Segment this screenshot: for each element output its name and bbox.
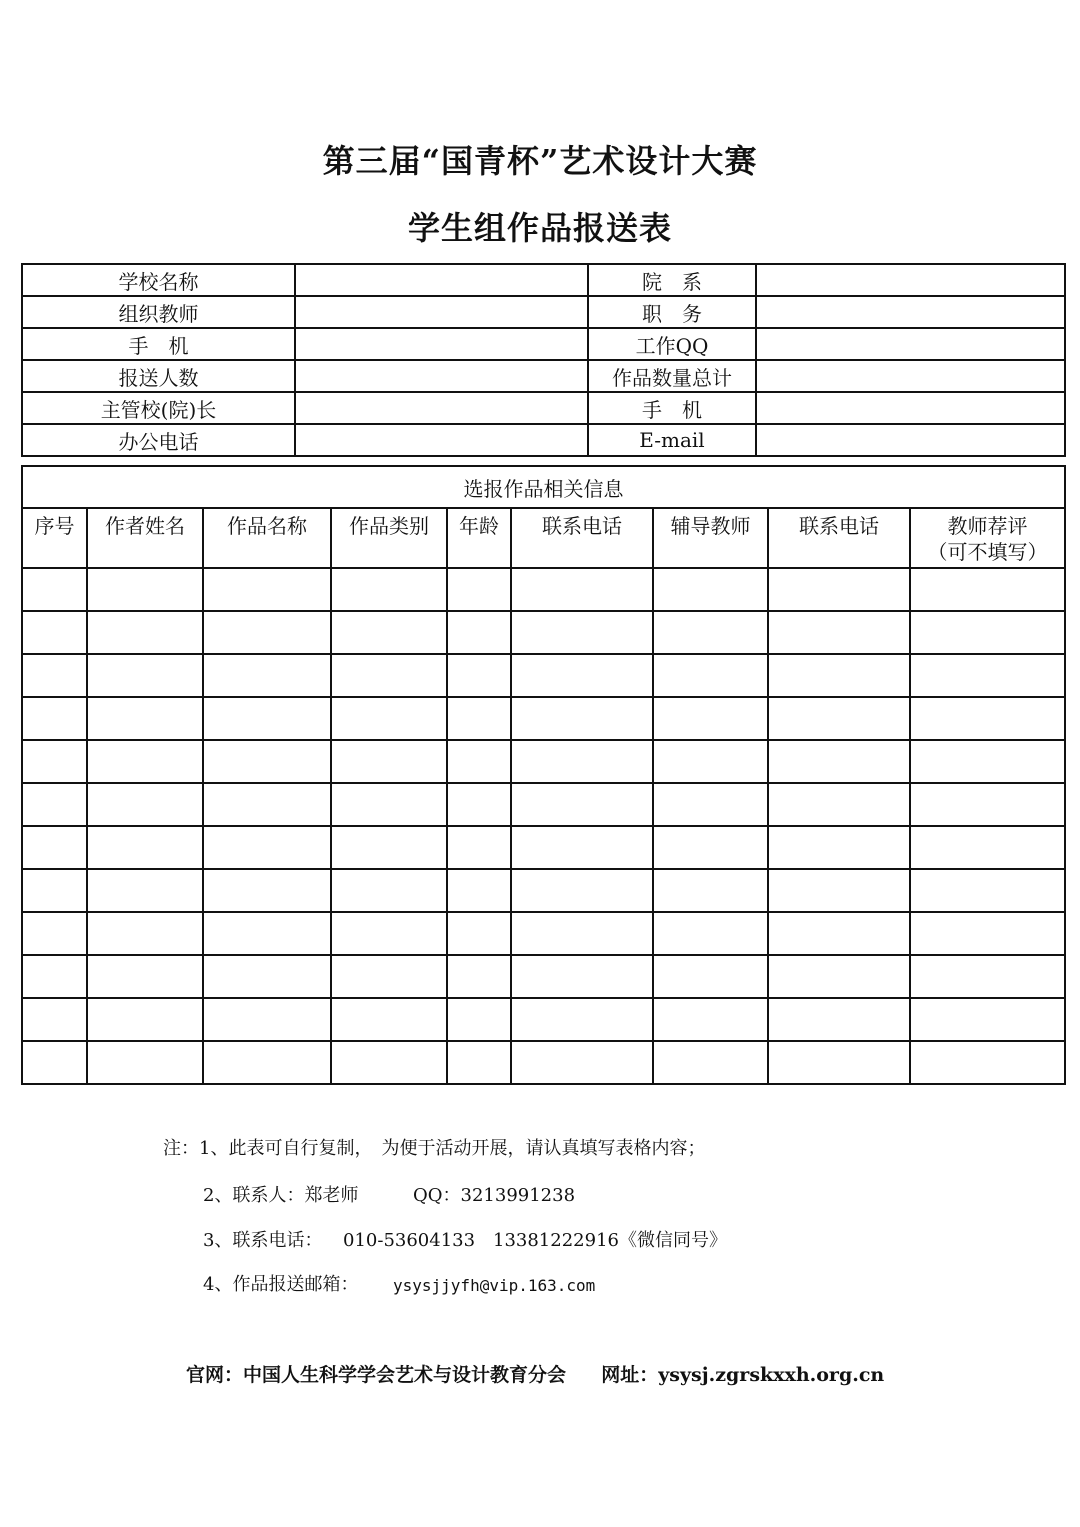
works-input-cell[interactable]: [331, 826, 447, 869]
works-input-cell[interactable]: [331, 869, 447, 912]
works-input-cell[interactable]: [203, 568, 331, 611]
info-input-cell[interactable]: [756, 424, 1065, 456]
works-input-cell[interactable]: [447, 912, 511, 955]
works-input-cell[interactable]: [87, 826, 203, 869]
info-row: [22, 328, 1065, 360]
info-row: [22, 392, 1065, 424]
info-input-cell[interactable]: [295, 424, 588, 456]
works-data-row: [22, 568, 1065, 611]
works-input-cell[interactable]: [87, 955, 203, 998]
works-input-cell[interactable]: [511, 654, 653, 697]
info-label: 手 机: [22, 328, 295, 360]
works-input-cell[interactable]: [768, 783, 910, 826]
works-input-cell[interactable]: [447, 955, 511, 998]
col-header-recommendation: [910, 508, 1065, 568]
works-data-row: [22, 955, 1065, 998]
note-2-contact: 2、联系人：郑老师: [203, 1185, 359, 1206]
works-input-cell[interactable]: [22, 740, 87, 783]
note-3-phone2: 13381222916《微信同号》: [493, 1230, 727, 1251]
note-4-label: 4、作品报送邮箱：: [203, 1274, 359, 1295]
works-input-cell[interactable]: [910, 611, 1065, 654]
works-input-cell[interactable]: [511, 912, 653, 955]
works-input-cell[interactable]: [331, 955, 447, 998]
works-input-cell[interactable]: [768, 611, 910, 654]
works-input-cell[interactable]: [331, 568, 447, 611]
works-input-cell[interactable]: [331, 783, 447, 826]
info-label: 主管校(院)长: [22, 392, 295, 424]
col-header-index: 序号: [22, 508, 87, 568]
footer-website: 网址：ysysj.zgrskxxh.org.cn: [601, 1364, 885, 1386]
works-data-row: [22, 611, 1065, 654]
works-input-cell[interactable]: [653, 826, 768, 869]
works-input-cell[interactable]: [331, 998, 447, 1041]
info-input-cell[interactable]: [295, 328, 588, 360]
works-input-cell[interactable]: [653, 740, 768, 783]
works-input-cell[interactable]: [653, 697, 768, 740]
works-input-cell[interactable]: [203, 1041, 331, 1084]
form-title: 第三届“国青杯”艺术设计大赛: [322, 142, 758, 180]
works-input-cell[interactable]: [910, 912, 1065, 955]
col-header-phone: 联系电话: [511, 508, 653, 568]
info-label: 职 务: [588, 296, 756, 328]
works-input-cell[interactable]: [910, 998, 1065, 1041]
works-input-cell[interactable]: [22, 912, 87, 955]
works-input-cell[interactable]: [203, 740, 331, 783]
info-input-cell[interactable]: [756, 360, 1065, 392]
works-input-cell[interactable]: [203, 912, 331, 955]
works-input-cell[interactable]: [447, 998, 511, 1041]
info-label: 办公电话: [22, 424, 295, 456]
note-3-phone1: 010-53604133: [343, 1230, 476, 1251]
works-section-title: 选报作品相关信息: [22, 466, 1065, 508]
works-input-cell[interactable]: [203, 654, 331, 697]
col-header-age: 年龄: [447, 508, 511, 568]
recommendation-note: （可不填写）: [927, 540, 1048, 564]
works-input-cell[interactable]: [511, 955, 653, 998]
works-input-cell[interactable]: [87, 740, 203, 783]
works-input-cell[interactable]: [331, 1041, 447, 1084]
works-input-cell[interactable]: [511, 740, 653, 783]
footer: [186, 1360, 884, 1387]
works-input-cell[interactable]: [447, 826, 511, 869]
works-data-row: [22, 783, 1065, 826]
works-input-cell[interactable]: [653, 955, 768, 998]
works-input-cell[interactable]: [447, 783, 511, 826]
works-input-cell[interactable]: [511, 611, 653, 654]
col-header-tutor-phone: 联系电话: [768, 508, 910, 568]
works-header-row: [22, 508, 1065, 568]
info-input-cell[interactable]: [295, 360, 588, 392]
works-input-cell[interactable]: [447, 568, 511, 611]
info-row: [22, 424, 1065, 456]
info-row: [22, 360, 1065, 392]
works-input-cell[interactable]: [910, 783, 1065, 826]
info-label: 工作QQ: [588, 328, 756, 360]
works-input-cell[interactable]: [87, 1041, 203, 1084]
works-input-cell[interactable]: [447, 654, 511, 697]
works-data-row: [22, 697, 1065, 740]
works-input-cell[interactable]: [910, 1041, 1065, 1084]
works-input-cell[interactable]: [22, 869, 87, 912]
works-input-cell[interactable]: [768, 955, 910, 998]
works-input-cell[interactable]: [653, 611, 768, 654]
works-input-cell[interactable]: [22, 611, 87, 654]
works-data-row: [22, 740, 1065, 783]
works-input-cell[interactable]: [768, 568, 910, 611]
info-input-cell[interactable]: [756, 392, 1065, 424]
recommendation-label: 教师荐评: [947, 514, 1028, 538]
works-input-cell[interactable]: [511, 998, 653, 1041]
works-input-cell[interactable]: [331, 912, 447, 955]
works-input-cell[interactable]: [22, 998, 87, 1041]
col-header-work-name: 作品名称: [203, 508, 331, 568]
info-label: 手 机: [588, 392, 756, 424]
works-input-cell[interactable]: [22, 955, 87, 998]
info-input-cell[interactable]: [295, 296, 588, 328]
works-input-cell[interactable]: [22, 654, 87, 697]
works-input-cell[interactable]: [653, 869, 768, 912]
works-input-cell[interactable]: [653, 1041, 768, 1084]
works-input-cell[interactable]: [768, 998, 910, 1041]
works-input-cell[interactable]: [768, 869, 910, 912]
info-label: 学校名称: [22, 264, 295, 296]
works-input-cell[interactable]: [768, 740, 910, 783]
info-input-cell[interactable]: [295, 264, 588, 296]
works-input-cell[interactable]: [653, 998, 768, 1041]
works-table: [21, 465, 1066, 1085]
works-input-cell[interactable]: [87, 568, 203, 611]
works-input-cell[interactable]: [331, 654, 447, 697]
works-input-cell[interactable]: [87, 869, 203, 912]
applicant-info-table: [21, 263, 1066, 457]
info-label: 组织教师: [22, 296, 295, 328]
works-input-cell[interactable]: [22, 826, 87, 869]
col-header-tutor: 辅导教师: [653, 508, 768, 568]
works-input-cell[interactable]: [910, 740, 1065, 783]
works-input-cell[interactable]: [511, 869, 653, 912]
works-input-cell[interactable]: [87, 654, 203, 697]
info-label: 报送人数: [22, 360, 295, 392]
works-input-cell[interactable]: [653, 783, 768, 826]
works-input-cell[interactable]: [447, 697, 511, 740]
works-input-cell[interactable]: [203, 955, 331, 998]
works-input-cell[interactable]: [768, 1041, 910, 1084]
works-data-row: [22, 654, 1065, 697]
form-subtitle: 学生组作品报送表: [407, 209, 672, 247]
note-4-email: ysysjjyfh@vip.163.com: [393, 1276, 596, 1295]
info-label: E-mail: [588, 424, 756, 456]
works-input-cell[interactable]: [511, 1041, 653, 1084]
works-input-cell[interactable]: [22, 783, 87, 826]
works-input-cell[interactable]: [511, 826, 653, 869]
works-data-row: [22, 1041, 1065, 1084]
works-input-cell[interactable]: [22, 568, 87, 611]
info-input-cell[interactable]: [756, 296, 1065, 328]
footer-org: 官网：中国人生科学学会艺术与设计教育分会: [186, 1364, 567, 1386]
info-input-cell[interactable]: [756, 264, 1065, 296]
works-data-row: [22, 869, 1065, 912]
works-input-cell[interactable]: [203, 697, 331, 740]
works-input-cell[interactable]: [331, 740, 447, 783]
works-data-row: [22, 912, 1065, 955]
works-input-cell[interactable]: [653, 912, 768, 955]
works-input-cell[interactable]: [511, 697, 653, 740]
info-label: 院 系: [588, 264, 756, 296]
note-2-qq: QQ：3213991238: [413, 1185, 576, 1206]
works-input-cell[interactable]: [768, 697, 910, 740]
works-input-cell[interactable]: [87, 998, 203, 1041]
works-input-cell[interactable]: [203, 611, 331, 654]
works-input-cell[interactable]: [447, 611, 511, 654]
works-input-cell[interactable]: [331, 697, 447, 740]
col-header-author: 作者姓名: [87, 508, 203, 568]
works-input-cell[interactable]: [910, 826, 1065, 869]
info-row: [22, 264, 1065, 296]
works-input-cell[interactable]: [653, 654, 768, 697]
works-input-cell[interactable]: [447, 869, 511, 912]
col-header-category: 作品类别: [331, 508, 447, 568]
works-input-cell[interactable]: [87, 912, 203, 955]
works-input-cell[interactable]: [447, 740, 511, 783]
works-input-cell[interactable]: [22, 1041, 87, 1084]
works-input-cell[interactable]: [910, 697, 1065, 740]
works-input-cell[interactable]: [203, 998, 331, 1041]
works-data-row: [22, 998, 1065, 1041]
info-label: 作品数量总计: [588, 360, 756, 392]
works-input-cell[interactable]: [910, 568, 1065, 611]
works-input-cell[interactable]: [203, 783, 331, 826]
info-input-cell[interactable]: [756, 328, 1065, 360]
works-input-cell[interactable]: [511, 568, 653, 611]
works-input-cell[interactable]: [87, 611, 203, 654]
works-input-cell[interactable]: [203, 826, 331, 869]
works-input-cell[interactable]: [511, 783, 653, 826]
works-input-cell[interactable]: [910, 654, 1065, 697]
works-input-cell[interactable]: [447, 1041, 511, 1084]
works-input-cell[interactable]: [653, 568, 768, 611]
works-input-cell[interactable]: [768, 912, 910, 955]
works-input-cell[interactable]: [22, 697, 87, 740]
info-row: [22, 296, 1065, 328]
works-input-cell[interactable]: [768, 826, 910, 869]
works-input-cell[interactable]: [87, 783, 203, 826]
works-input-cell[interactable]: [87, 697, 203, 740]
works-data-row: [22, 826, 1065, 869]
works-input-cell[interactable]: [910, 869, 1065, 912]
works-input-cell[interactable]: [203, 869, 331, 912]
note-3-label: 3、联系电话：: [203, 1230, 323, 1251]
works-input-cell[interactable]: [910, 955, 1065, 998]
info-input-cell[interactable]: [295, 392, 588, 424]
works-input-cell[interactable]: [768, 654, 910, 697]
works-input-cell[interactable]: [331, 611, 447, 654]
note-1: 注：1、此表可自行复制， 为便于活动开展，请认真填写表格内容；: [163, 1138, 706, 1159]
